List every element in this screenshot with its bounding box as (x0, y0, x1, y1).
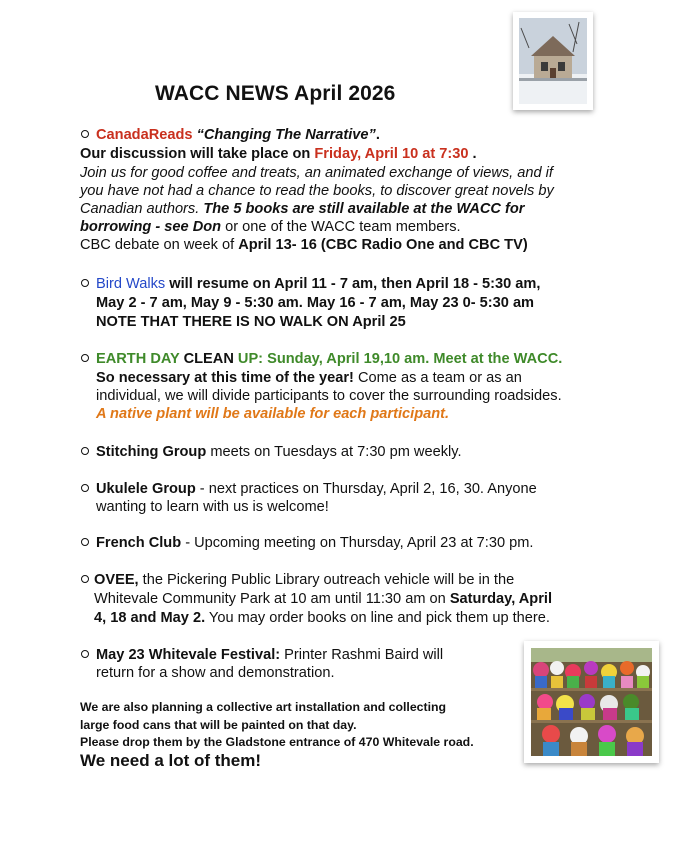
ukulele-name: Ukulele Group (96, 481, 196, 497)
borrowing-text: borrowing - see Don (80, 219, 222, 235)
ovee-text-2: Whitevale Community Park at 10 am until 11:30 am on (94, 591, 450, 607)
ovee-date-2: 4, 18 and May 2. (94, 610, 206, 626)
festival-line-1 (96, 646, 443, 664)
ovee-text-3: You may order books on line and pick them up there. (205, 610, 550, 626)
ovee-line-1 (94, 571, 514, 589)
ovee-text-1: the Pickering Public Library outreach vehicle will be in the (138, 572, 515, 588)
french-club-name: French Club (96, 535, 182, 551)
ovee-line-2 (94, 590, 552, 608)
earth-day-line-3: individual, we will divide participants to cover the surrounding roadsides. (96, 388, 562, 404)
canadian-authors-text: Canadian authors. (80, 201, 204, 217)
canadareads-desc-1: Join us for good coffee and treats, an animated exchange of views, and if (80, 165, 553, 181)
clean-label: CLEAN (179, 351, 238, 367)
bird-walks-line-3: NOTE THAT THERE IS NO WALK ON April 25 (96, 314, 406, 330)
cbc-debate-line (80, 236, 528, 254)
bullet-earth-day (81, 354, 89, 362)
closing-line-1: We are also planning a collective art installation and collecting (80, 700, 447, 714)
bullet-bird-walks (81, 279, 89, 287)
earth-day-necessary: So necessary at this time of the year! (96, 370, 354, 386)
canadareads-theme: “Changing The Narrative” (196, 127, 376, 143)
ovee-line-3 (94, 609, 550, 627)
bullet-french-club (81, 538, 89, 546)
stitching-text: meets on Tuesdays at 7:30 pm weekly. (206, 444, 462, 460)
closing-line-4: We need a lot of them! (80, 751, 262, 770)
festival-name: May 23 Whitevale Festival: (96, 647, 281, 663)
canadareads-discussion-line (80, 145, 477, 163)
bullet-stitching (81, 447, 89, 455)
earth-day-details: UP: Sunday, April 19,10 am. Meet at the WACC. (237, 351, 563, 367)
cbc-debate-text: CBC debate on week of (80, 237, 239, 253)
earth-day-line-2 (96, 369, 522, 387)
festival-text-1: Printer Rashmi Baird will (280, 647, 444, 663)
canadareads-desc-3 (80, 200, 524, 218)
bird-walks-line-2: May 2 - 7 am, May 9 - 5:30 am. May 16 - 7 am, May 23 0- 5:30 am (96, 295, 535, 311)
newsletter-title: WACC NEWS April 2026 (155, 82, 396, 105)
books-available-text: The 5 books are still available at the WACC for (203, 201, 525, 217)
canadareads-theme-end: . (375, 127, 380, 143)
bird-walks-line-1 (96, 275, 540, 293)
canadareads-desc-2: you have not had a chance to read the books, to discover great novels by (80, 183, 554, 199)
closing-line-3: Please drop them by the Gladstone entrance of 470 Whitevale road. (80, 735, 474, 749)
ukulele-text: - next practices on Thursday, April 2, 16, 30. Anyone (195, 481, 537, 497)
french-club-line (96, 534, 533, 552)
earth-day-label: EARTH DAY (96, 351, 180, 367)
team-members-text: or one of the WACC team members. (221, 219, 461, 235)
bird-walks-text-1: will resume on April 11 - 7 am, then April 18 - 5:30 am, (165, 276, 541, 292)
community-centre-photo (513, 12, 593, 110)
closing-line-2: large food cans that will be painted on that day. (80, 718, 357, 732)
discussion-text: Our discussion will take place on (80, 146, 315, 162)
canadareads-desc-4 (80, 218, 461, 236)
discussion-end: . (468, 146, 477, 162)
festival-line-2: return for a show and demonstration. (96, 665, 335, 681)
earth-day-team: Come as a team or as an (353, 370, 522, 386)
canadareads-heading (96, 126, 380, 144)
painted-cans-photo (524, 641, 659, 763)
canadareads-name: CanadaReads (96, 127, 193, 143)
bullet-canadareads (81, 130, 89, 138)
ukulele-line-2: wanting to learn with us is welcome! (96, 499, 329, 515)
french-club-text: - Upcoming meeting on Thursday, April 23 at 7:30 pm. (181, 535, 534, 551)
earth-day-heading (96, 350, 562, 368)
native-plant-note: A native plant will be available for each participant. (96, 406, 450, 422)
stitching-line (96, 443, 462, 461)
ovee-name: OVEE, (94, 572, 139, 588)
cbc-debate-dates: April 13- 16 (CBC Radio One and CBC TV) (238, 237, 528, 253)
bullet-ovee (81, 575, 89, 583)
bullet-festival (81, 650, 89, 658)
ovee-date-1: Saturday, April (449, 591, 553, 607)
discussion-date: Friday, April 10 at 7:30 (314, 146, 469, 162)
bird-walks-name: Bird Walks (96, 276, 166, 292)
stitching-name: Stitching Group (96, 444, 207, 460)
bullet-ukulele (81, 484, 89, 492)
ukulele-line-1 (96, 480, 537, 498)
